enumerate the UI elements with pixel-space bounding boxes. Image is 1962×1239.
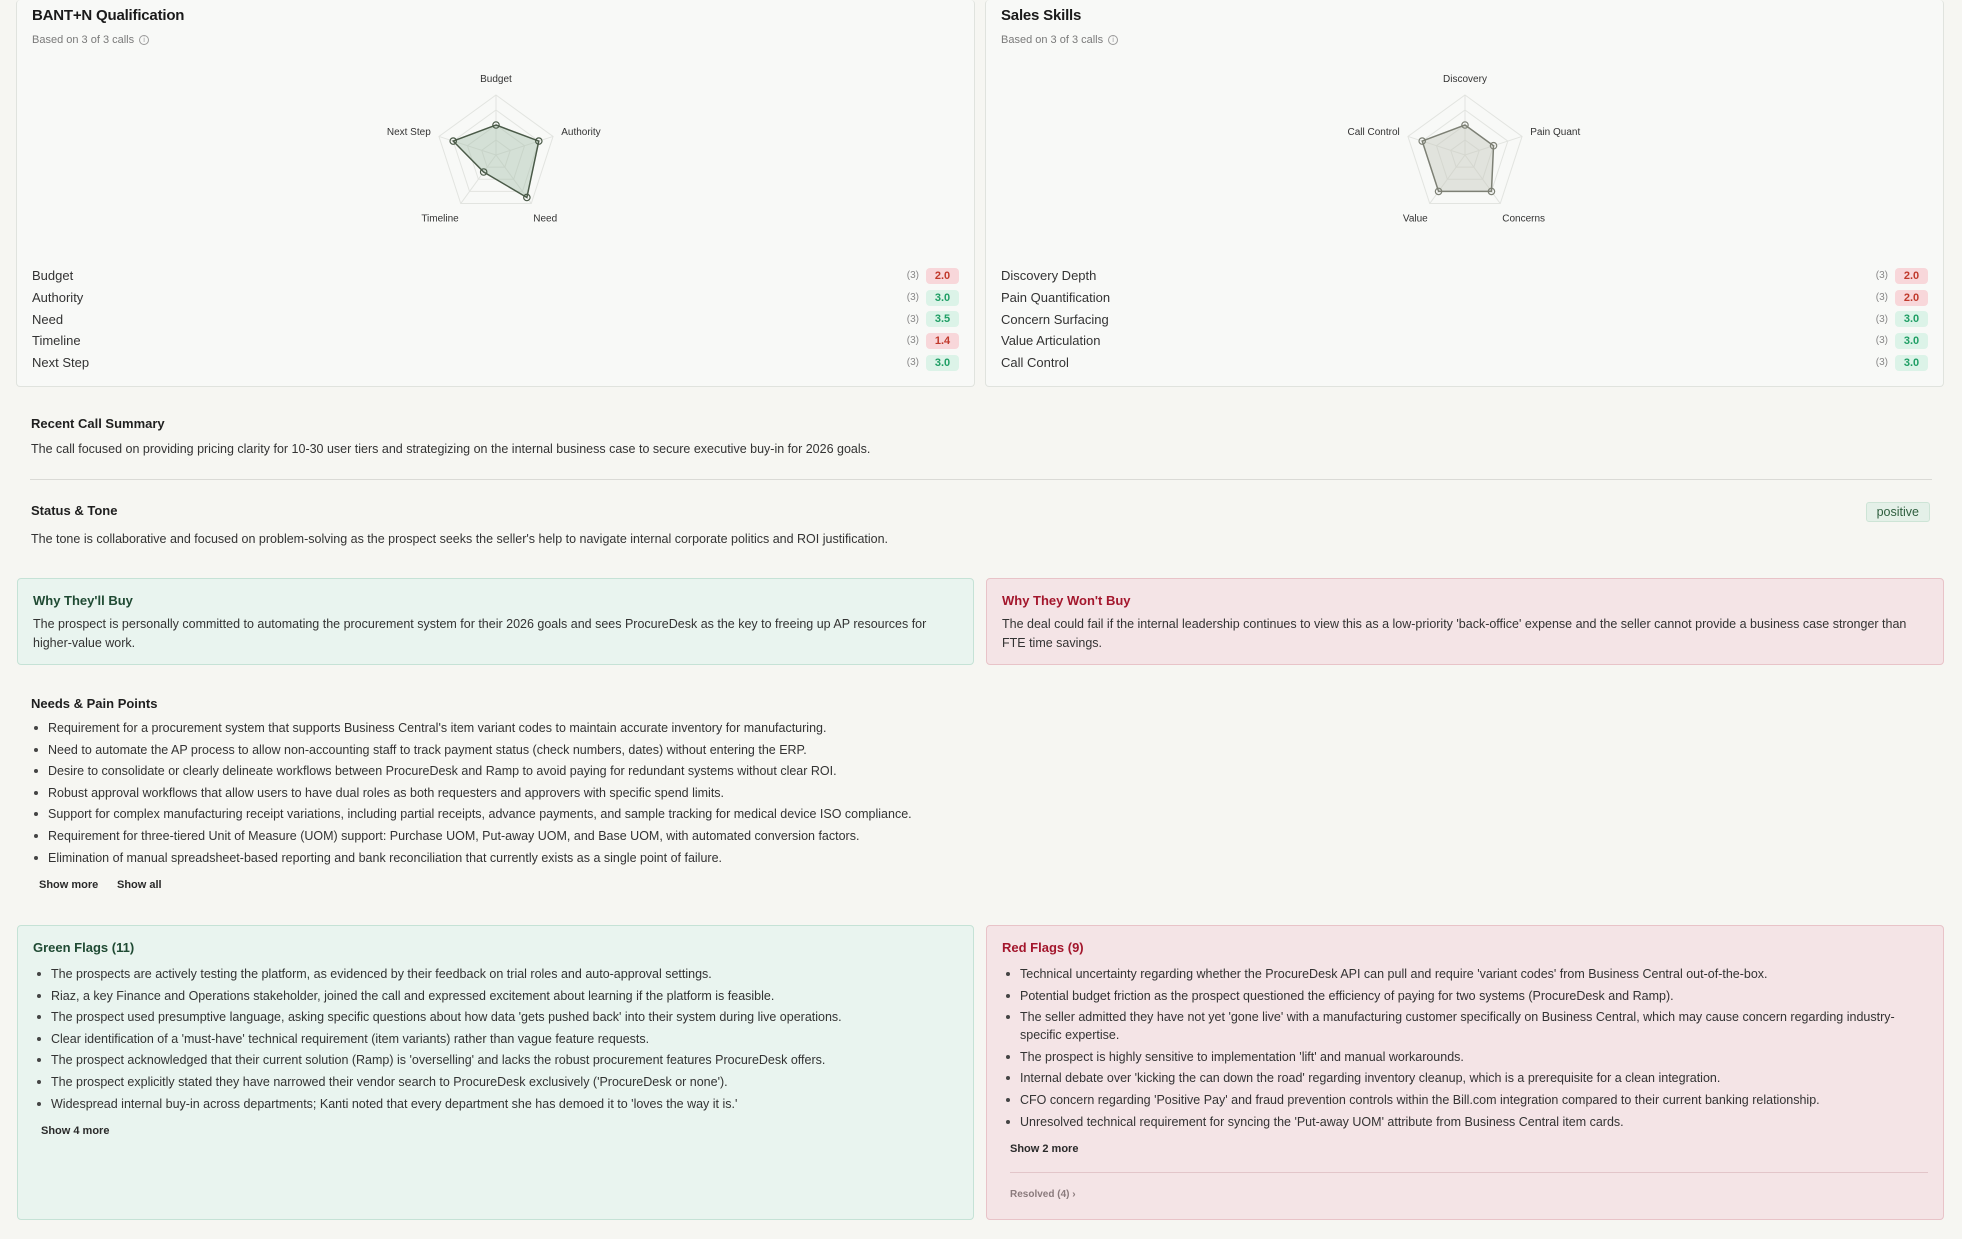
score-badge: 3.0: [1895, 311, 1928, 327]
radar-axis-label: Need: [533, 213, 558, 225]
show-2-more-button[interactable]: Show 2 more: [1010, 1143, 1079, 1155]
score-badge: 3.5: [926, 311, 959, 327]
radar-axis-label: Pain Quant: [1530, 127, 1581, 139]
metric-row: [1001, 352, 1928, 374]
needs-title: Needs & Pain Points: [31, 696, 158, 711]
score-badge: 2.0: [1895, 290, 1928, 306]
list-item: Widespread internal buy-in across departments; Kanti noted that every department she has demoed it to 'loves the way it is.': [34, 1095, 954, 1113]
show-all-button[interactable]: Show all: [117, 879, 162, 891]
sales-radar-chart: [986, 55, 1945, 245]
summary-title: Recent Call Summary: [31, 416, 165, 431]
score-badge: 2.0: [926, 268, 959, 284]
list-item: The prospect is highly sensitive to implementation 'lift' and manual workarounds.: [1003, 1048, 1928, 1066]
list-item: Clear identification of a 'must-have' technical requirement (item variants) rather than vague feature requests.: [34, 1030, 954, 1048]
list-item: Support for complex manufacturing receipt variations, including partial receipts, advance payments, and sample tracking for medical device ISO compliance.: [31, 805, 1031, 823]
red-flags-title: Red Flags (9): [1002, 940, 1084, 955]
info-icon[interactable]: i: [1108, 35, 1118, 45]
bant-subtitle: [32, 34, 149, 46]
radar-axis-label: Budget: [480, 74, 512, 85]
list-item: Potential budget friction as the prospect questioned the efficiency of paying for two systems (ProcureDesk and Ramp).: [1003, 987, 1928, 1005]
metric-label: Next Step: [32, 355, 90, 371]
list-item: Riaz, a key Finance and Operations stakeholder, joined the call and expressed excitement about learning if the platform is feasible.: [34, 987, 954, 1005]
score-badge: 3.0: [1895, 333, 1928, 349]
metric-count: (3): [1875, 357, 1888, 369]
metric-row: [32, 265, 959, 287]
radar-axis-label: Discovery: [1443, 74, 1487, 85]
sales-subtitle: [1001, 34, 1118, 46]
why-buy-text: The prospect is personally committed to automating the procurement system for their 2026 goals and sees ProcureDesk as the key to freeing up AP resources for higher-value work.: [33, 617, 927, 650]
why-not-buy-text: The deal could fail if the internal leadership continues to view this as a low-priority 'back-office' expense and the seller cannot provide a business case stronger than FTE time savings.: [1002, 617, 1907, 650]
metric-label: Authority: [32, 290, 84, 306]
metric-count: (3): [906, 270, 919, 282]
why-buy-title: Why They'll Buy: [33, 593, 133, 608]
metric-row: [32, 352, 959, 374]
list-item: CFO concern regarding 'Positive Pay' and fraud prevention controls within the Bill.com integration compared to their current banking relationship.: [1003, 1091, 1928, 1109]
metric-label: Value Articulation: [1001, 333, 1101, 349]
metric-row: [1001, 265, 1928, 287]
score-badge: 2.0: [1895, 268, 1928, 284]
needs-list: [31, 719, 1031, 870]
show-4-more-button[interactable]: Show 4 more: [41, 1125, 110, 1137]
radar-axis-label: Timeline: [421, 213, 459, 225]
metric-count: (3): [1875, 292, 1888, 304]
status-text: The tone is collaborative and focused on problem-solving as the prospect seeks the seller's help to navigate internal corporate politics and ROI justification.: [31, 532, 889, 546]
metric-row: [32, 308, 959, 330]
metric-count: (3): [906, 313, 919, 325]
sales-skills-card: [985, 0, 1944, 387]
list-item: Need to automate the AP process to allow non-accounting staff to track payment status (check numbers, dates) without entering the ERP.: [31, 741, 1031, 759]
metric-count: (3): [906, 357, 919, 369]
list-item: Robust approval workflows that allow users to have dual roles as both requesters and approvers with specific spend limits.: [31, 784, 1031, 802]
metric-label: Concern Surfacing: [1001, 311, 1109, 327]
radar-axis-label: Next Step: [386, 127, 431, 139]
bant-radar-chart: [17, 55, 976, 245]
why-buy-card: [17, 578, 974, 665]
metric-row: [32, 330, 959, 352]
metric-count: (3): [906, 292, 919, 304]
radar-axis-label: Concerns: [1502, 213, 1546, 225]
sales-title: Sales Skills: [1001, 7, 1082, 24]
info-icon[interactable]: i: [139, 35, 149, 45]
list-item: Requirement for a procurement system that supports Business Central's item variant codes to maintain accurate inventory for manufacturing.: [31, 719, 1031, 737]
bant-subtitle-text: Based on 3 of 3 calls: [32, 34, 135, 46]
list-item: The prospect explicitly stated they have narrowed their vendor search to ProcureDesk exclusively ('ProcureDesk or none').: [34, 1073, 954, 1091]
metric-row: [1001, 330, 1928, 352]
red-flags-card: [986, 925, 1944, 1220]
bant-card: [16, 0, 975, 387]
score-badge: 3.0: [926, 355, 959, 371]
bant-title: BANT+N Qualification: [32, 7, 185, 24]
radar-axis-label: Authority: [561, 127, 601, 139]
score-badge: 3.0: [926, 290, 959, 306]
metric-label: Need: [32, 311, 64, 327]
radar-axis-label: Value: [1402, 213, 1428, 225]
radar-series-area: [453, 125, 539, 197]
metric-label: Discovery Depth: [1001, 268, 1097, 284]
metric-count: (3): [1875, 313, 1888, 325]
resolved-toggle[interactable]: Resolved (4) ›: [1010, 1189, 1076, 1200]
metric-label: Budget: [32, 268, 74, 284]
radar-series-area: [1422, 125, 1493, 191]
list-item: Technical uncertainty regarding whether the ProcureDesk API can pull and require 'variant codes' from Business Central out-of-the-box.: [1003, 965, 1928, 983]
metric-row: [1001, 287, 1928, 309]
list-item: Desire to consolidate or clearly delineate workflows between ProcureDesk and Ramp to avoid paying for redundant systems without clear ROI.: [31, 762, 1031, 780]
metric-count: (3): [1875, 335, 1888, 347]
score-badge: 3.0: [1895, 355, 1928, 371]
summary-text: The call focused on providing pricing clarity for 10-30 user tiers and strategizing on the internal business case to secure executive buy-in for 2026 goals.: [31, 442, 871, 456]
radar-axis-label: Call Control: [1347, 127, 1400, 139]
green-flags-title: Green Flags (11): [33, 940, 135, 955]
green-flags-card: [17, 925, 974, 1220]
divider: [1010, 1172, 1928, 1173]
red-flags-list: [1003, 965, 1928, 1134]
list-item: Elimination of manual spreadsheet-based reporting and bank reconciliation that currently exists as a single point of failure.: [31, 849, 1031, 867]
metric-label: Timeline: [32, 333, 81, 349]
bant-metrics-list: [32, 265, 959, 373]
divider: [30, 479, 1932, 480]
list-item: The prospects are actively testing the platform, as evidenced by their feedback on trial roles and auto-approval settings.: [34, 965, 954, 983]
show-more-button[interactable]: Show more: [39, 879, 99, 891]
metric-count: (3): [1875, 270, 1888, 282]
green-flags-list: [34, 965, 954, 1116]
list-item: Unresolved technical requirement for syncing the 'Put-away UOM' attribute from Business Central item cards.: [1003, 1113, 1928, 1131]
list-item: Internal debate over 'kicking the can down the road' regarding inventory cleanup, which is a prerequisite for a clean integration.: [1003, 1069, 1928, 1087]
list-item: The prospect used presumptive language, asking specific questions about how data 'gets pushed back' into their system during live operations.: [34, 1008, 954, 1026]
metric-count: (3): [906, 335, 919, 347]
metric-row: [32, 287, 959, 309]
status-title: Status & Tone: [31, 503, 118, 518]
sales-metrics-list: [1001, 265, 1928, 373]
list-item: Requirement for three-tiered Unit of Measure (UOM) support: Purchase UOM, Put-away UOM, and Base UOM, with automated conversion factors.: [31, 827, 1031, 845]
metric-label: Pain Quantification: [1001, 290, 1111, 306]
why-not-buy-title: Why They Won't Buy: [1002, 593, 1131, 608]
score-badge: 1.4: [926, 333, 959, 349]
sales-subtitle-text: Based on 3 of 3 calls: [1001, 34, 1104, 46]
tone-badge: positive: [1866, 502, 1930, 522]
list-item: The prospect acknowledged that their current solution (Ramp) is 'overselling' and lacks the robust procurement features ProcureDesk offers.: [34, 1051, 954, 1069]
list-item: The seller admitted they have not yet 'gone live' with a manufacturing customer specifically on Business Central, which may cause concern regarding industry-specific expertise.: [1003, 1008, 1928, 1044]
metric-row: [1001, 308, 1928, 330]
metric-label: Call Control: [1001, 355, 1069, 371]
why-not-buy-card: [986, 578, 1944, 665]
